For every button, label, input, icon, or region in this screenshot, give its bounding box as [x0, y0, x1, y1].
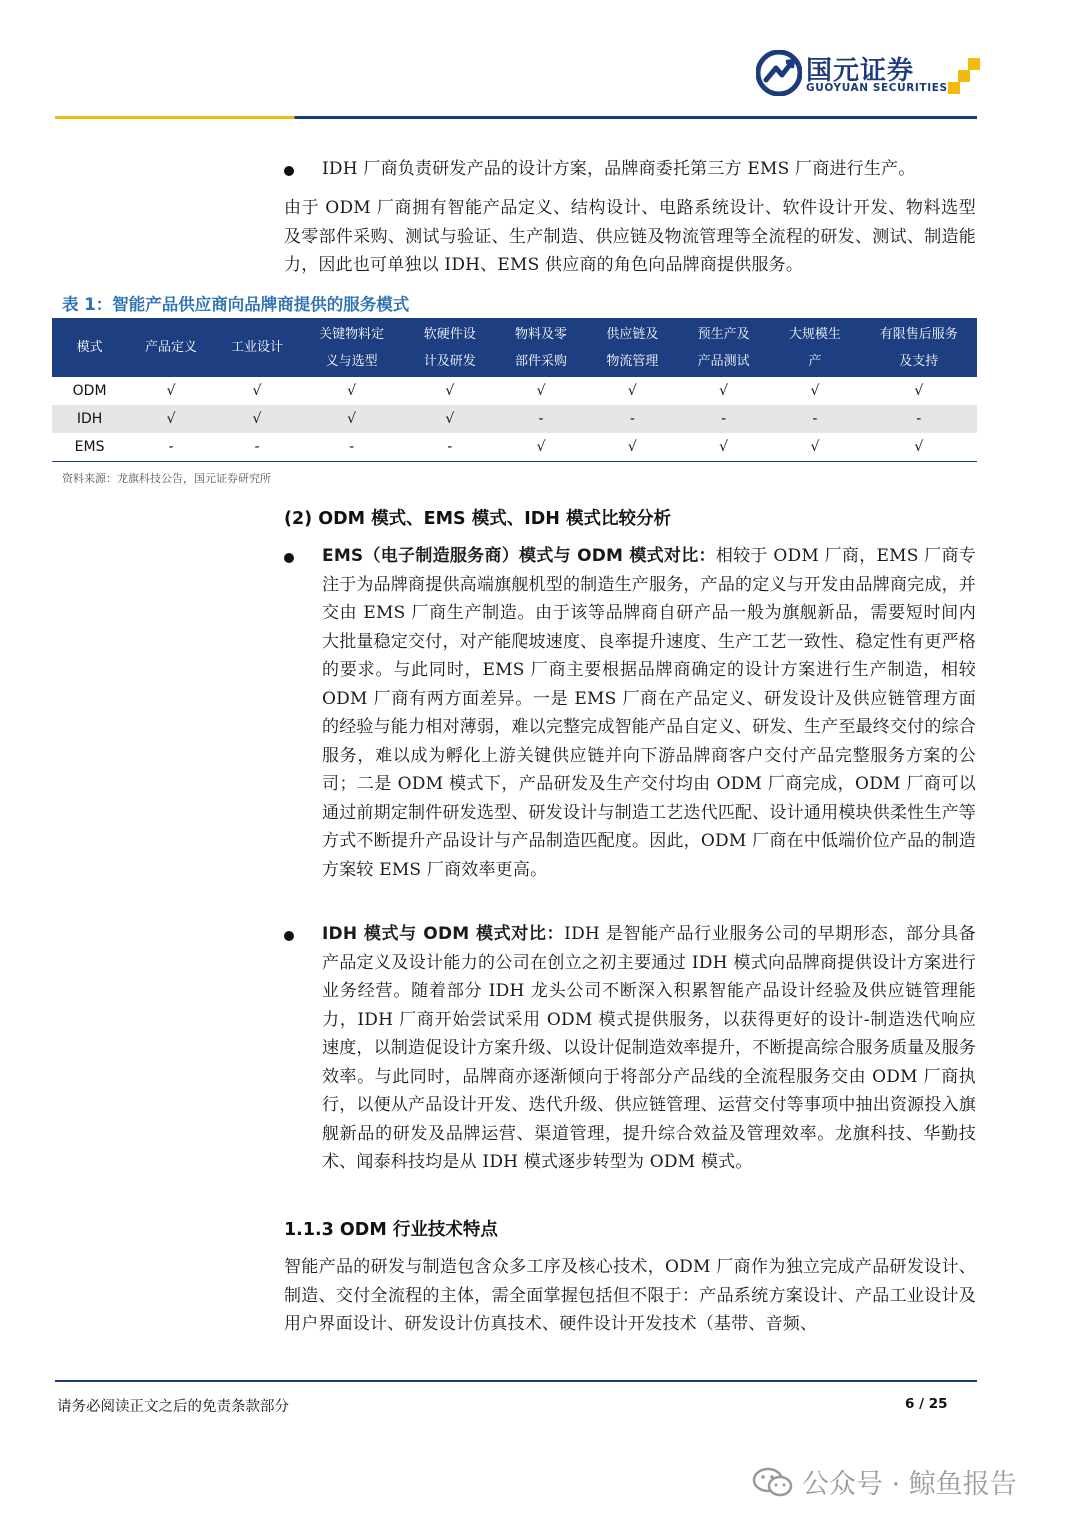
guoyuan-emblem-icon	[756, 50, 802, 96]
page-number: 6 / 25	[905, 1396, 948, 1412]
bullet-body: 相较于 ODM 厂商，EMS 厂商专注于为品牌商提供高端旗舰机型的制造生产服务，产品的定义与开发由品牌商完成，并交由 EMS 厂商生产制造。由于该等品牌商自研产品一般为旗舰新品，需要短时间内大批量稳定交付，对产能爬坡速度、良率提升速度、生产工艺一致性、稳定性有更严格的要求。与此同时，EMS 厂商主要根据品牌商确定的设计方案进行生产制造，相较 ODM 厂商有两方面差异。一是 EMS 厂商在产品定义、研发设计及供应链管理方面的经验与能力相对薄弱，难以完整完成智能产品自定义、研发、生产至最终交付的综合服务，难以成为孵化上游关键供应链并向下游品牌商客户交付产品完整服务方案的公司；二是 ODM 模式下，产品研发及生产交付均由 ODM 厂商完成，ODM 厂商可以通过前期定制件研发选型、研发设计与制造工艺迭代匹配、设计通用模块供柔性生产等方式不断提升产品设计与产品制造匹配度。因此，ODM 厂商在中低端价位产品的制造方案较 EMS 厂商效率更高。	[322, 546, 977, 880]
table-cell: -	[495, 405, 586, 433]
col-header: 模式	[52, 318, 127, 377]
table-cell: √	[769, 377, 860, 405]
table-cell: √	[587, 377, 678, 405]
footer-divider	[55, 1380, 977, 1382]
col-header: 关键物料定义与选型	[299, 318, 404, 377]
table-cell: √	[215, 405, 299, 433]
wechat-icon	[752, 1466, 794, 1498]
table-source-note: 资料来源：龙旗科技公告，国元证券研究所	[62, 472, 271, 485]
table-header-row	[52, 318, 977, 377]
table-cell: EMS	[52, 433, 127, 462]
header-divider	[55, 116, 977, 119]
service-mode-table	[52, 318, 977, 462]
bullet-dot	[284, 166, 294, 176]
table-cell: -	[678, 405, 769, 433]
col-header: 有限售后服务及支持	[861, 318, 977, 377]
disclaimer-note: 请务必阅读正文之后的免责条款部分	[57, 1399, 289, 1415]
section-heading: (2) ODM 模式、EMS 模式、IDH 模式比较分析	[284, 509, 672, 529]
table-cell: -	[861, 405, 977, 433]
col-header: 工业设计	[215, 318, 299, 377]
bullet-lead: EMS（电子制造服务商）模式与 ODM 模式对比：	[322, 546, 716, 566]
table-cell: √	[495, 433, 586, 462]
col-header: 大规模生产	[769, 318, 860, 377]
table-cell: -	[404, 433, 495, 462]
ems-comparison-bullet	[284, 542, 976, 884]
bullet-dot	[284, 553, 294, 563]
table-cell: √	[861, 377, 977, 405]
col-header: 软硬件设计及研发	[404, 318, 495, 377]
table-cell: ODM	[52, 377, 127, 405]
col-header: 产品定义	[127, 318, 215, 377]
table-cell: -	[299, 433, 404, 462]
subsection-heading: 1.1.3 ODM 行业技术特点	[284, 1220, 498, 1240]
intro-bullet-text: IDH 厂商负责研发产品的设计方案，品牌商委托第三方 EMS 厂商进行生产。	[322, 159, 916, 179]
table-cell: √	[127, 377, 215, 405]
table-cell: √	[678, 433, 769, 462]
table-cell: -	[587, 405, 678, 433]
table-cell: -	[215, 433, 299, 462]
table-row	[52, 433, 977, 462]
table-cell: -	[127, 433, 215, 462]
table-cell: √	[495, 377, 586, 405]
table-cell: √	[299, 377, 404, 405]
table-cell: √	[404, 405, 495, 433]
intro-bullet	[284, 155, 976, 184]
bullet-body: IDH 是智能产品行业服务公司的早期形态，部分具备产品定义及设计能力的公司在创立之初主要通过 IDH 模式向品牌商提供设计方案进行业务经营。随着部分 IDH 龙头公司不断深入积累智能产品设计经验及供应链管理能力，IDH 厂商开始尝试采用 ODM 模式提供服务，以获得更好的设计-制造迭代响应速度，以制造促设计方案升级、以设计促制造效率提升，不断提高综合服务质量及服务效率。与此同时，品牌商亦逐渐倾向于将部分产品线的全流程服务交由 ODM 厂商执行，以便从产品设计开发、迭代升级、供应链管理、运营交付等事项中抽出资源投入旗舰新品的研发及品牌运营、渠道管理，提升综合效益及管理效率。龙旗科技、华勤技术、闻泰科技均是从 IDH 模式逐步转型为 ODM 模式。	[322, 924, 976, 1172]
bullet-lead: IDH 模式与 ODM 模式对比：	[322, 924, 565, 944]
table-row	[52, 377, 977, 405]
table-cell: √	[678, 377, 769, 405]
table-row	[52, 405, 977, 433]
intro-paragraph: 由于 ODM 厂商拥有智能产品定义、结构设计、电路系统设计、软件设计开发、物料选型及零部件采购、测试与验证、生产制造、供应链及物流管理等全流程的研发、测试、制造能力，因此也可单独以 IDH、EMS 供应商的角色向品牌商提供服务。	[284, 198, 976, 275]
table-cell: √	[404, 377, 495, 405]
logo-chinese-name: 国元证券	[806, 56, 915, 86]
table-cell: √	[587, 433, 678, 462]
table-cell: √	[127, 405, 215, 433]
gold-steps-icon	[946, 58, 980, 94]
table-cell: IDH	[52, 405, 127, 433]
tech-features-paragraph: 智能产品的研发与制造包含众多工序及核心技术，ODM 厂商作为独立完成产品研发设计、制造、交付全流程的主体，需全面掌握包括但不限于：产品系统方案设计、产品工业设计及用户界面设计、研发设计仿真技术、硬件设计开发技术（基带、音频、	[284, 1257, 976, 1334]
watermark-text: 公众号 · 鲸鱼报告	[802, 1469, 1017, 1500]
company-logo	[756, 50, 981, 100]
bullet-dot	[284, 931, 294, 941]
table-cell: √	[215, 377, 299, 405]
table-cell: -	[769, 405, 860, 433]
logo-english-name: GUOYUAN SECURITIES	[806, 82, 948, 94]
idh-comparison-bullet	[284, 920, 976, 1177]
table-title: 表 1：智能产品供应商向品牌商提供的服务模式	[62, 295, 410, 314]
table-cell: √	[299, 405, 404, 433]
table-cell: √	[861, 433, 977, 462]
col-header: 供应链及物流管理	[587, 318, 678, 377]
col-header: 物料及零部件采购	[495, 318, 586, 377]
table-cell: √	[769, 433, 860, 462]
col-header: 预生产及产品测试	[678, 318, 769, 377]
